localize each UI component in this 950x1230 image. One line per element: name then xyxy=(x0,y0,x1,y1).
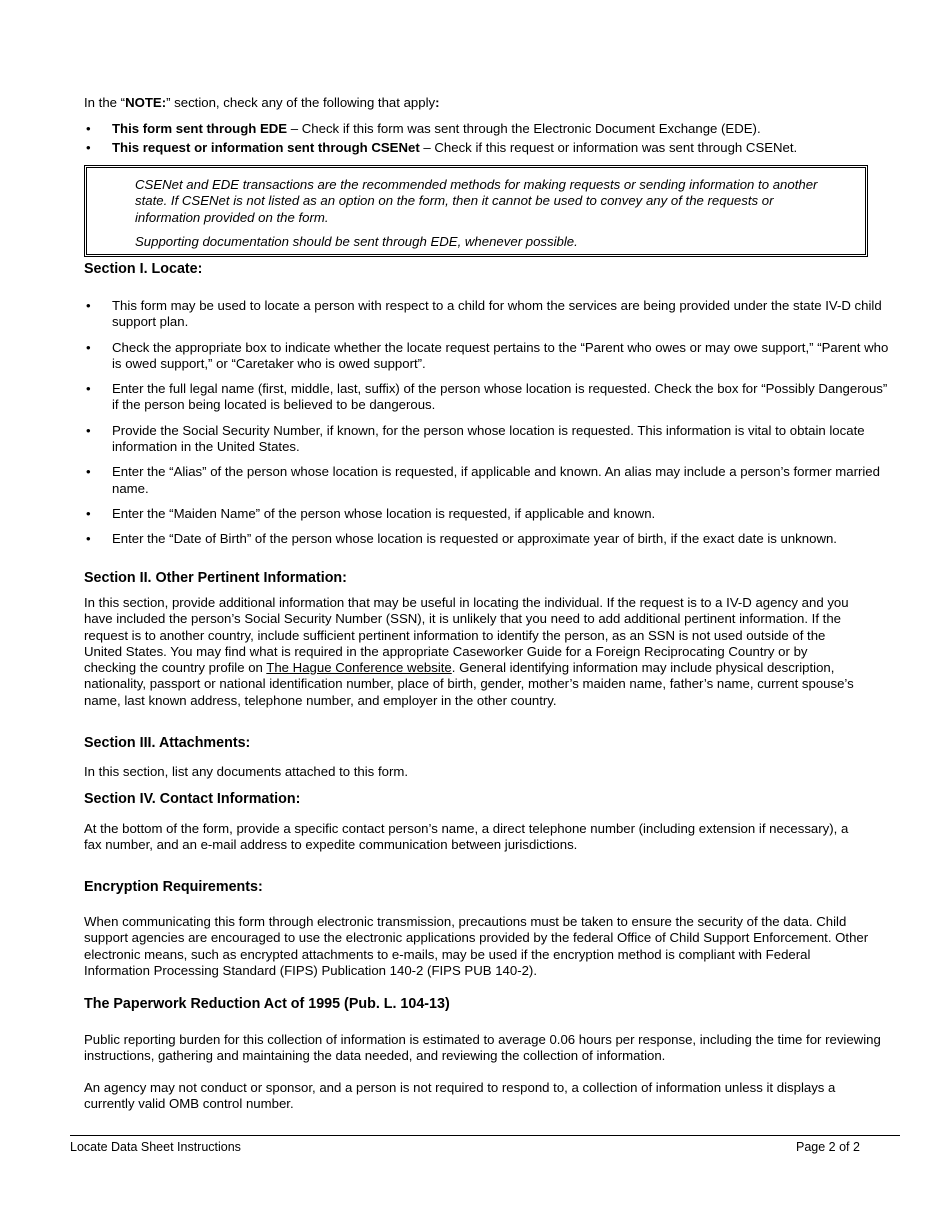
paperwork-heading: The Paperwork Reduction Act of 1995 (Pub. L. 104-13) xyxy=(84,996,450,1012)
section-4-text: At the bottom of the form, provide a specific contact person’s name, a direct telephone number (including extension if necessary), a fax number, and an e-mail address to expedite communication between jurisdictions. xyxy=(84,821,849,853)
encryption-heading: Encryption Requirements: xyxy=(84,879,263,895)
section-3-heading: Section III. Attachments: xyxy=(84,735,251,751)
section-2-heading: Section II. Other Pertinent Information: xyxy=(84,570,347,586)
page-number: Page 2 of 2 xyxy=(796,1140,860,1154)
list-item: • This form may be used to locate a person with respect to a child for whom the services are being provided under the state IV-D child support plan. xyxy=(84,298,896,331)
footer-divider xyxy=(70,1135,900,1136)
list-item: • Enter the full legal name (first, middle, last, suffix) of the person whose location is requested. Check the box for “Possibly Dangerous” if the person being located is believed to be dangerous. xyxy=(84,381,896,414)
encryption-text: When communicating this form through electronic transmission, precautions must be taken to ensure the security of the data. Child support agencies are encouraged to use the electronic applications provided by the federal Office of Child Support Enforcement. Other electronic means, such as encrypted attachments to e-mails, may be used if the encryption method is compliant with Federal Information Processing Standard (FIPS) Publication 140-2 (FIPS PUB 140-2). xyxy=(84,914,869,978)
list-item: • Enter the “Alias” of the person whose location is requested, if applicable and known. An alias may include a person’s former married name. xyxy=(84,464,896,497)
callout-paragraph-2: Supporting documentation should be sent through EDE, whenever possible. xyxy=(135,234,578,249)
section-4-heading: Section IV. Contact Information: xyxy=(84,791,301,807)
note-callout-box xyxy=(84,165,868,257)
note-item-csenet: • This request or information sent through CSENet – Check if this request or information was sent through CSENet. xyxy=(84,140,896,156)
list-item: • Enter the “Date of Birth” of the person whose location is requested or approximate year of birth, if the exact date is unknown. xyxy=(84,531,896,547)
section-1-heading: Section I. Locate: xyxy=(84,261,203,277)
list-item: • Check the appropriate box to indicate whether the locate request pertains to the “Parent who owes or may owe support,” “Parent who is owed support,” or “Caretaker who is owed support”. xyxy=(84,340,896,373)
callout-paragraph-1: CSENet and EDE transactions are the recommended methods for making requests or sending information to another state. If CSENet is not listed as an option on the form, then it cannot be used to convey any of the requests or information provided on the form. xyxy=(135,177,818,225)
footer-title: Locate Data Sheet Instructions xyxy=(70,1140,241,1154)
list-item: • Provide the Social Security Number, if known, for the person whose location is requested. This information is vital to obtain locate information in the United States. xyxy=(84,423,896,456)
section-2-text: In this section, provide additional information that may be useful in locating the individual. If the request is to a IV-D agency and you have included the person’s Social Security Number (SSN), it is unlikely that you need to add additional pertinent information. If the request is to another country, include sufficient pertinent information to identify the person, as an SSN is not used outside of the United States. You may find what is required in the appropriate Caseworker Guide for a Foreign Reciprocating Country or by checking the country profile on The Hague Conference website. General identifying information may include physical description, nationality, passport or national identification number, place of birth, gender, mother’s maiden name, father’s name, current spouse’s name, last known address, telephone number, and employer in the other country. xyxy=(84,595,854,708)
note-intro: In the “NOTE:” section, check any of the following that apply: xyxy=(84,95,440,110)
note-item-ede: • This form sent through EDE – Check if this form was sent through the Electronic Document Exchange (EDE). xyxy=(84,121,896,137)
list-item: • Enter the “Maiden Name” of the person whose location is requested, if applicable and known. xyxy=(84,506,896,522)
note-options-list xyxy=(84,121,896,160)
hague-conference-link[interactable]: The Hague Conference website xyxy=(266,660,452,676)
section-3-text: In this section, list any documents attached to this form. xyxy=(84,764,408,779)
locate-instructions-list xyxy=(84,298,896,557)
paperwork-paragraph-2: An agency may not conduct or sponsor, and a person is not required to respond to, a collection of information unless it displays a currently valid OMB control number. xyxy=(84,1080,836,1112)
paperwork-paragraph-1: Public reporting burden for this collection of information is estimated to average 0.06 hours per response, including the time for reviewing instructions, gathering and maintaining the data needed, and reviewing the collection of information. xyxy=(84,1032,881,1064)
